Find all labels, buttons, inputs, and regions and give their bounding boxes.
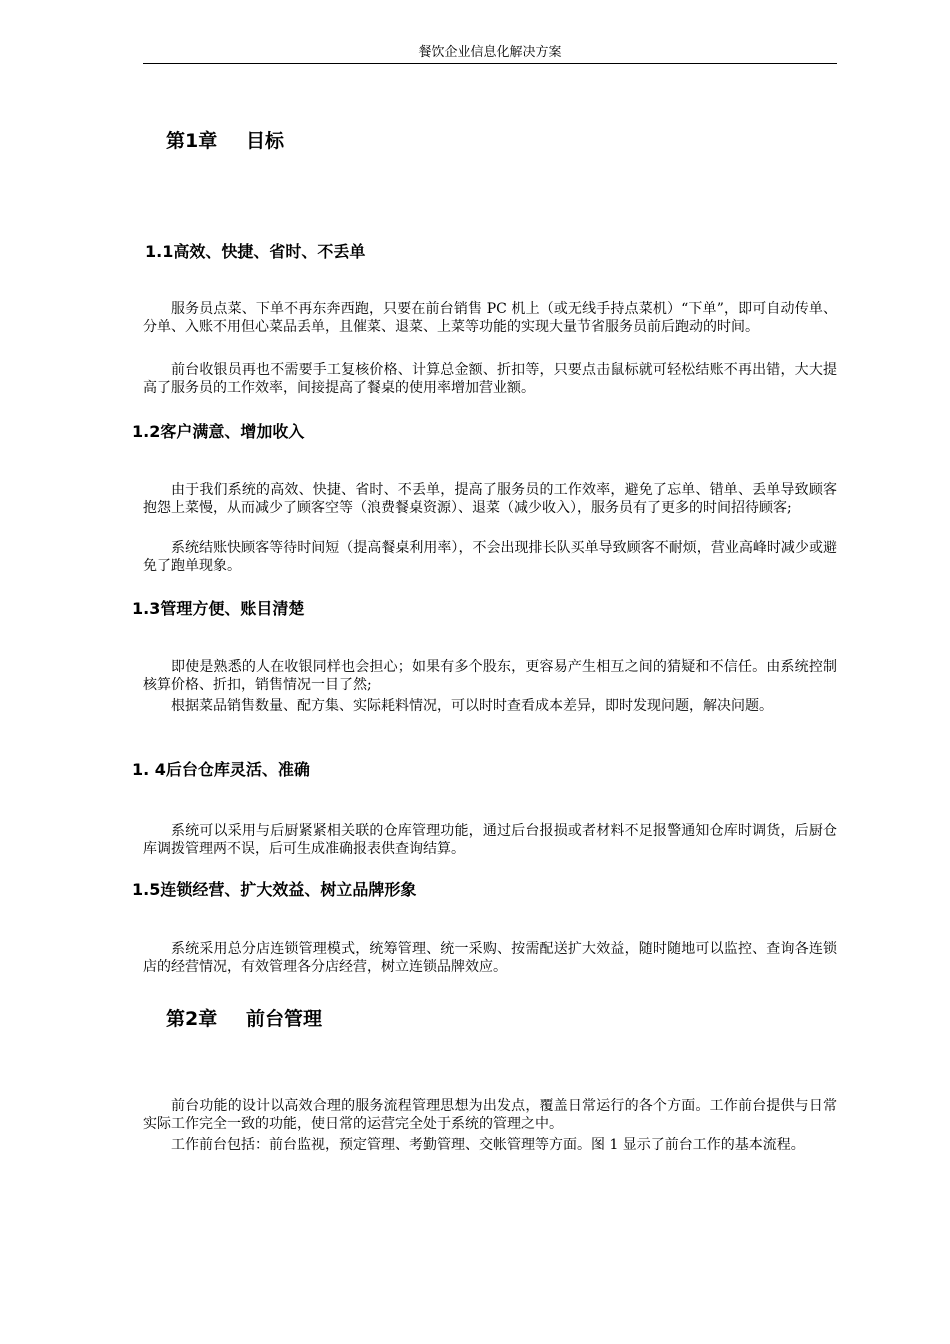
chapter-2-heading	[166, 1006, 322, 1032]
section-1-2-paragraph-2: 系统结账快顾客等待时间短（提高餐桌利用率），不会出现排长队买单导致顾客不耐烦，营业高峰时减少或避免了跑单现象。	[143, 540, 837, 574]
page-header-title: 餐饮企业信息化解决方案	[418, 45, 562, 60]
section-1-1-paragraph-2: 前台收银员再也不需要手工复核价格、计算总金额、折扣等，只要点击鼠标就可轻松结账不再出错，大大提高了服务员的工作效率，间接提高了餐桌的使用率增加营业额。	[143, 362, 837, 396]
chapter-2-paragraph-1: 前台功能的设计以高效合理的服务流程管理思想为出发点，覆盖日常运行的各个方面。工作前台提供与日常实际工作完全一致的功能，使日常的运营完全处于系统的管理之中。	[143, 1098, 837, 1132]
chapter-1-number: 第1章	[166, 130, 218, 152]
section-1-2-heading: 1.2客户满意、增加收入	[132, 422, 305, 441]
chapter-1-heading	[166, 128, 284, 154]
chapter-1-title: 目标	[246, 130, 285, 152]
section-1-5-paragraph-1: 系统采用总分店连锁管理模式，统筹管理、统一采购、按需配送扩大效益，随时随地可以监控、查询各连锁店的经营情况，有效管理各分店经营，树立连锁品牌效应。	[143, 941, 837, 975]
section-1-5-heading: 1.5连锁经营、扩大效益、树立品牌形象	[132, 880, 417, 899]
chapter-2-number: 第2章	[166, 1008, 218, 1030]
section-1-3-paragraph-2: 根据菜品销售数量、配方集、实际耗料情况，可以时时查看成本差异，即时发现问题，解决问题。	[171, 698, 773, 714]
section-1-3-heading: 1.3管理方便、账目清楚	[132, 599, 305, 618]
section-1-1-heading: 1.1高效、快捷、省时、不丢单	[145, 242, 366, 261]
chapter-2-title: 前台管理	[246, 1008, 323, 1030]
header-rule	[143, 63, 837, 64]
section-1-3-paragraph-1: 即使是熟悉的人在收银同样也会担心；如果有多个股东，更容易产生相互之间的猜疑和不信任。由系统控制核算价格、折扣，销售情况一目了然;	[143, 659, 837, 693]
section-1-4-heading: 1. 4后台仓库灵活、准确	[132, 760, 310, 779]
section-1-4-paragraph-1: 系统可以采用与后厨紧紧相关联的仓库管理功能，通过后台报损或者材料不足报警通知仓库时调货，后厨仓库调拨管理两不误，后可生成准确报表供查询结算。	[143, 823, 837, 857]
section-1-2-paragraph-1: 由于我们系统的高效、快捷、省时、不丢单，提高了服务员的工作效率，避免了忘单、错单、丢单导致顾客抱怨上菜慢，从而减少了顾客空等（浪费餐桌资源）、退菜（减少收入），服务员有了更多的时间招待顾客;	[143, 482, 837, 516]
section-1-1-paragraph-1: 服务员点菜、下单不再东奔西跑，只要在前台销售 PC 机上（或无线手持点菜机）“下单”，即可自动传单、分单、入账不用但心菜品丢单，且催菜、退菜、上菜等功能的实现大量节省服务员前后跑动的时间。	[143, 301, 837, 335]
chapter-2-paragraph-2: 工作前台包括：前台监视，预定管理、考勤管理、交帐管理等方面。图 1 显示了前台工作的基本流程。	[171, 1137, 805, 1153]
